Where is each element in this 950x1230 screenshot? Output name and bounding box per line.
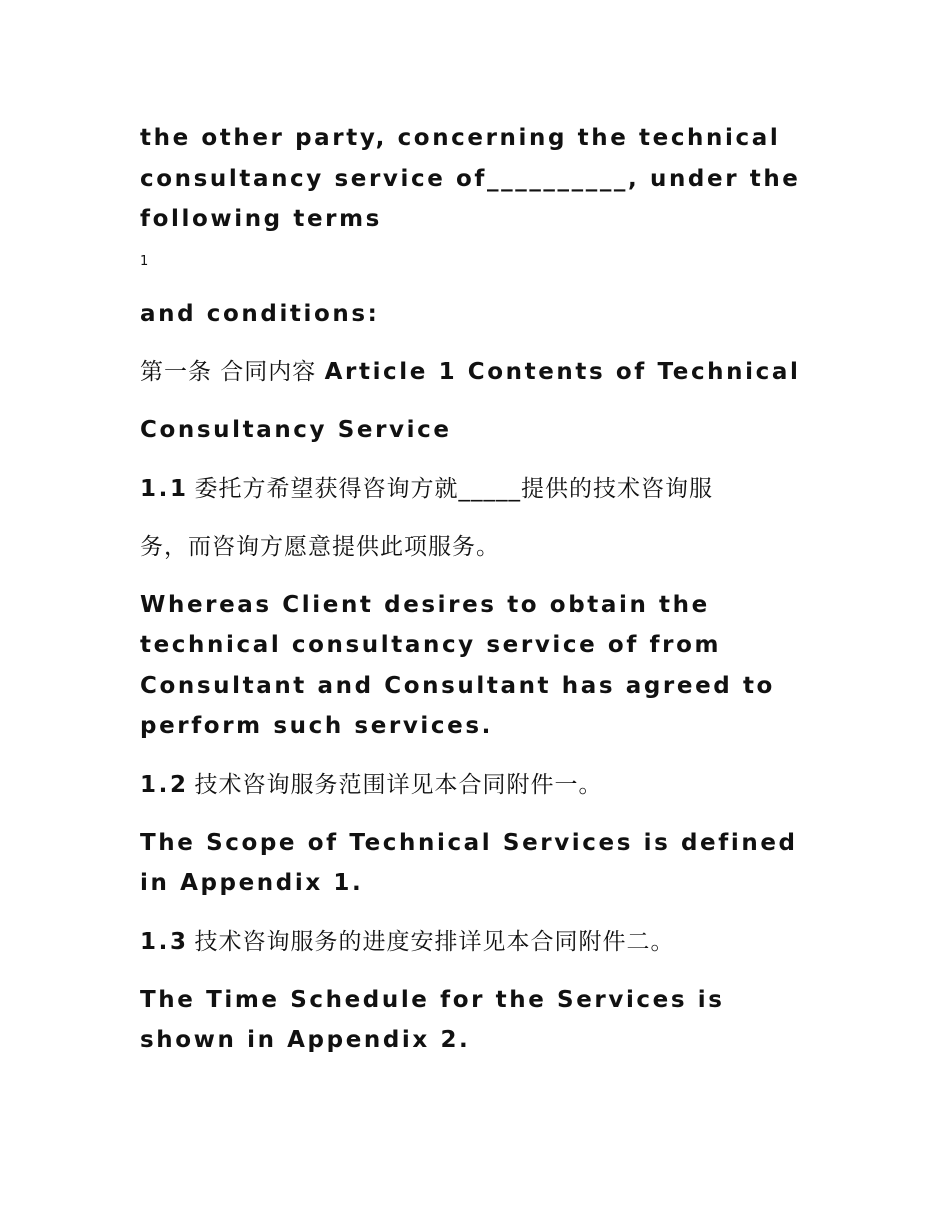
section-1-1-zh-text: 委托方希望获得咨询方就_____提供的技术咨询服 [194, 475, 714, 502]
article-1-heading [140, 352, 820, 392]
document-page [140, 118, 820, 1061]
section-1-2-zh-text: 技术咨询服务范围详见本合同附件一。 [194, 771, 603, 798]
intro-paragraph: the other party, concerning the technical consultancy service of__________, under the following terms [140, 125, 801, 232]
section-1-1-number: 1.1 [140, 475, 189, 502]
section-1-1-zh-line2: 务，而咨询方愿意提供此项服务。 [140, 533, 500, 560]
section-1-3-zh [140, 922, 820, 962]
section-1-2-zh [140, 765, 820, 805]
section-1-3-en: The Time Schedule for the Services is shown in Appendix 2. [140, 986, 725, 1053]
section-1-3-zh-text: 技术咨询服务的进度安排详见本合同附件二。 [194, 928, 675, 955]
section-1-1-zh-line1 [140, 469, 820, 509]
section-1-1-en: Whereas Client desires to obtain the technical consultancy service of from Consultant and Consultant has agreed to perform such services. [140, 591, 775, 739]
section-1-2-en: The Scope of Technical Services is defined in Appendix 1. [140, 829, 798, 896]
article-1-heading-en: Article 1 Contents of Technical [324, 359, 801, 385]
article-1-heading-continuation: Consultancy Service [140, 417, 452, 443]
section-1-2-number: 1.2 [140, 771, 189, 798]
intro-continuation: and conditions: [140, 300, 380, 327]
article-1-heading-zh: 第一条 合同内容 [140, 359, 317, 385]
section-1-3-number: 1.3 [140, 928, 189, 955]
footnote-marker: 1 [140, 253, 149, 269]
